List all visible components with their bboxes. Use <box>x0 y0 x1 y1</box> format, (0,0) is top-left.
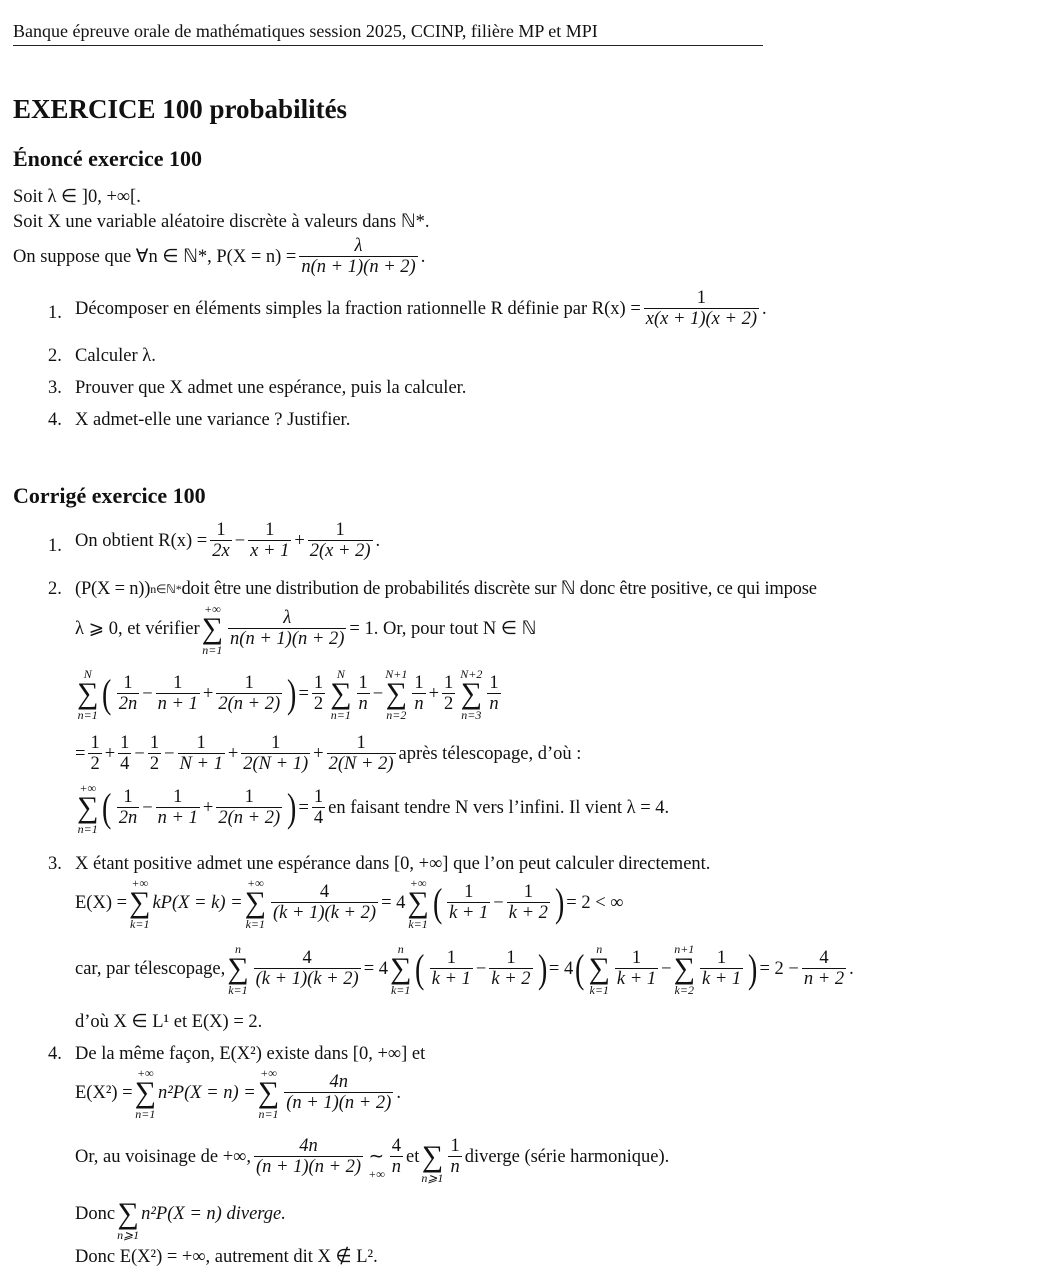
sum-symbol: N ∑ n=1 <box>77 667 99 722</box>
period: . <box>849 959 854 980</box>
equivalent-symbol <box>368 1134 385 1180</box>
text: n²P(X = n) = <box>157 1083 256 1104</box>
fraction <box>615 948 658 991</box>
fraction <box>117 673 140 716</box>
upper-limit: +∞ <box>136 1066 154 1080</box>
answer-2-line-4: = $\frac{1}{2}$ + $\frac{1}{4}$ − $\frac{1}{2}$ − $\frac{1}{N + 1}$ + $\frac{1}{2(N + 1)}$ + $\frac{1}{2(N + 2)}$ après télescopage, d’où : <box>75 733 582 775</box>
lower-limit: n=2 <box>386 707 407 722</box>
denominator: 4 <box>120 754 130 775</box>
lower-limit: n=1 <box>77 707 98 722</box>
fraction <box>254 948 361 991</box>
lower-limit: n=1 <box>258 1106 279 1121</box>
lower-limit: n=1 <box>202 642 223 657</box>
equiv-subscript: +∞ <box>368 1167 385 1182</box>
fraction <box>507 882 550 925</box>
left-paren: ( <box>575 946 585 992</box>
answer-4-conclusion: Donc E(X²) = +∞, autrement dit X ∉ L². <box>75 1247 378 1267</box>
fraction <box>271 882 378 925</box>
period: . <box>420 247 426 268</box>
numerator: 1 <box>696 288 707 308</box>
denominator: 2 <box>149 754 160 775</box>
numerator: 1 <box>173 786 183 807</box>
numerator: 4 <box>391 1135 402 1156</box>
text: Donc <box>75 1204 116 1225</box>
denominator: n + 1 <box>157 808 198 829</box>
numerator: 1 <box>631 947 642 968</box>
question-number: 1. <box>48 303 62 323</box>
enonce-line-1: Soit λ ∈ ]0, +∞[. <box>13 187 141 207</box>
numerator: 1 <box>313 786 324 807</box>
fraction <box>117 787 140 830</box>
fraction <box>216 673 282 716</box>
numerator: 1 <box>450 1135 460 1156</box>
denominator: x(x + 1)(x + 2) <box>645 309 758 330</box>
denominator: 2(N + 1) <box>243 754 309 775</box>
question-number: 2. <box>48 346 62 366</box>
denominator: 2 <box>90 754 100 775</box>
text: après télescopage, d’où : <box>398 744 582 765</box>
lower-limit: n=1 <box>77 821 98 836</box>
denominator: (n + 1)(n + 2) <box>286 1093 392 1114</box>
fraction <box>284 1072 393 1115</box>
fraction <box>447 882 490 925</box>
distribution: (P(X = n)) <box>75 579 151 599</box>
lower-limit: k=1 <box>228 982 248 997</box>
numerator: 1 <box>335 520 345 540</box>
enonce-line-3 <box>13 236 425 279</box>
denominator: 2(N + 2) <box>328 754 394 775</box>
fraction <box>88 733 101 776</box>
question-3: Prouver que X admet une espérance, puis la calculer. <box>75 378 467 398</box>
upper-limit: +∞ <box>260 1066 277 1080</box>
exercise-title: EXERCICE 100 probabilités <box>13 94 348 124</box>
fraction <box>802 948 846 991</box>
sum-symbol: n+1 ∑ k=2 <box>673 942 695 997</box>
upper-limit: n <box>596 942 603 956</box>
numerator: 1 <box>414 672 424 693</box>
upper-limit: N <box>83 667 92 681</box>
upper-limit: n <box>397 942 404 956</box>
sum-symbol: N+2 ∑ n=3 <box>460 667 483 722</box>
fraction <box>148 733 161 776</box>
answer-2-line-1 <box>75 578 817 600</box>
left-paren: ( <box>432 880 443 926</box>
numerator: 4 <box>319 881 330 902</box>
fraction <box>357 673 370 716</box>
fraction <box>312 787 325 830</box>
enonce-heading: Énoncé exercice 100 <box>13 146 202 171</box>
fraction <box>312 673 325 716</box>
numerator: 1 <box>444 672 454 693</box>
answer-1-text: On obtient R(x) = <box>75 531 208 552</box>
denominator: (k + 1)(k + 2) <box>273 903 377 924</box>
numerator: 1 <box>523 881 533 902</box>
text: = 1. Or, pour tout N ∈ ℕ <box>349 619 537 640</box>
numerator: 1 <box>123 672 133 693</box>
numerator: 1 <box>149 733 160 753</box>
numerator: 1 <box>173 672 183 693</box>
period: . <box>396 1083 401 1104</box>
text: = 2 < ∞ <box>566 893 624 914</box>
denominator: 2n <box>118 808 138 829</box>
text: car, par télescopage, <box>75 959 226 980</box>
numerator: 1 <box>120 733 130 753</box>
denominator: 4 <box>313 808 324 829</box>
denominator: (k + 1)(k + 2) <box>255 969 359 990</box>
lower-limit: n=1 <box>135 1106 156 1121</box>
upper-limit: +∞ <box>79 781 97 795</box>
answer-4-line-4 <box>75 1188 286 1241</box>
answer-2-line-3: N ∑ n=1 ( $\frac{1}{2n}$ − $\frac{1}{n + 1}$ + $\frac{1}{2(n + 2)}$ ) = $\frac{1}{2}$ N ∑ n=1 $\frac{1}{n}$ − N+1 ∑ n=2 $\frac{1}{n}$ + $\frac{1}{2}$ N+2 ∑ n=3 $\frac{1}{n}$ <box>77 667 499 722</box>
answer-4-line-2 <box>75 1067 401 1120</box>
left-paren: ( <box>102 671 112 717</box>
numerator: 1 <box>244 786 254 807</box>
question-number: 4. <box>48 410 62 430</box>
sum-symbol: +∞ ∑ k=1 <box>244 876 267 931</box>
denominator: k + 1 <box>449 903 489 924</box>
numerator: 1 <box>356 733 366 753</box>
fraction <box>487 673 500 716</box>
fraction <box>430 948 473 991</box>
answer-number: 1. <box>48 536 62 556</box>
fraction <box>390 1136 403 1179</box>
sum-symbol: +∞ ∑ k=1 <box>129 876 151 931</box>
numerator: 1 <box>716 947 727 968</box>
sum-symbol: N ∑ n=1 <box>330 667 352 722</box>
corrige-heading: Corrigé exercice 100 <box>13 483 206 508</box>
lower-limit: n=3 <box>461 707 482 722</box>
fraction <box>299 236 417 279</box>
lower-limit: k=1 <box>130 916 150 931</box>
question-1 <box>75 288 767 331</box>
fraction <box>412 673 425 716</box>
question-4: X admet-elle une variance ? Justifier. <box>75 410 351 430</box>
spacer <box>375 1134 378 1146</box>
numerator: 1 <box>244 672 254 693</box>
answer-2-line-5: +∞ ∑ n=1 ( $\frac{1}{2n}$ − $\frac{1}{n + 1}$ + $\frac{1}{2(n + 2)}$ ) = $\frac{1}{4}$ en faisant tendre N vers l’infini. Il vient λ = 4. <box>77 781 670 836</box>
answer-number: 4. <box>48 1044 62 1064</box>
numerator: 1 <box>313 672 324 693</box>
right-paren: ) <box>554 880 565 926</box>
numerator: 1 <box>216 520 226 540</box>
upper-limit: N+1 <box>385 667 408 681</box>
fraction <box>308 520 373 563</box>
fraction <box>644 288 759 331</box>
enonce-line-2: Soit X une variable aléatoire discrète à valeurs dans ℕ*. <box>13 212 430 232</box>
lower-limit: n=1 <box>330 707 351 722</box>
sum-symbol: ∑ n⩾1 <box>117 1188 139 1241</box>
period: . <box>375 531 381 552</box>
denominator: n <box>414 694 424 715</box>
fraction <box>118 733 131 776</box>
upper-limit: N+2 <box>460 667 483 681</box>
question-1-text: Décomposer en éléments simples la fraction rationnelle R définie par R(x) = <box>75 299 641 320</box>
denominator: 2n <box>118 694 138 715</box>
running-header: Banque épreuve orale de mathématiques session 2025, CCINP, filière MP et MPI <box>13 20 763 46</box>
answer-4-line-3 <box>75 1131 669 1184</box>
fraction <box>248 520 291 563</box>
upper-limit: n+1 <box>674 942 695 956</box>
fraction <box>327 733 396 776</box>
numerator: 1 <box>265 520 275 540</box>
sum-symbol: n ∑ k=1 <box>390 942 412 997</box>
answer-2-line-2 <box>75 603 536 656</box>
fraction <box>489 948 532 991</box>
answer-number: 2. <box>48 579 62 599</box>
fraction <box>700 948 743 991</box>
right-paren: ) <box>287 671 297 717</box>
numerator: 1 <box>446 947 456 968</box>
fraction <box>228 608 346 651</box>
answer-3-conclusion: d’où X ∈ L¹ et E(X) = 2. <box>75 1012 263 1032</box>
denominator: n(n + 1)(n + 2) <box>230 629 345 650</box>
answer-3-line-1: X étant positive admet une espérance dans [0, +∞] que l’on peut calculer directement. <box>75 854 711 874</box>
denominator: 2(n + 2) <box>218 808 281 829</box>
sum-symbol: +∞ ∑ k=1 <box>407 876 429 931</box>
sum-symbol: +∞ ∑ n=1 <box>134 1066 156 1121</box>
numerator: 1 <box>271 733 281 753</box>
denominator: x + 1 <box>250 541 290 562</box>
lower-limit: k=2 <box>674 982 694 997</box>
denominator: n <box>358 694 368 715</box>
numerator: 4n <box>299 1135 318 1156</box>
denominator: k + 1 <box>431 969 471 990</box>
numerator: 1 <box>123 786 133 807</box>
sum-symbol: n ∑ k=1 <box>588 942 610 997</box>
fraction <box>254 1136 363 1179</box>
text: en faisant tendre N vers l’infini. Il vient λ = 4. <box>328 798 670 819</box>
upper-limit: N <box>336 667 345 681</box>
numerator: 1 <box>196 733 206 753</box>
lower-limit: n⩾1 <box>117 1227 140 1242</box>
numerator: 1 <box>506 947 516 968</box>
question-2: Calculer λ. <box>75 346 156 366</box>
answer-number: 3. <box>48 854 62 874</box>
denominator: k + 2 <box>508 903 548 924</box>
lower-limit: k=1 <box>408 916 428 931</box>
lower-limit: k=1 <box>245 916 266 931</box>
sum-symbol: ∑ n⩾1 <box>421 1131 443 1184</box>
upper-limit: +∞ <box>131 876 149 890</box>
upper-limit: +∞ <box>246 876 264 890</box>
fraction <box>178 733 225 776</box>
answer-2-text: doit être une distribution de probabilités discrète sur ℕ donc être positive, ce qui impose <box>181 579 817 599</box>
numerator: 1 <box>489 672 499 693</box>
fraction <box>210 520 231 563</box>
text: kP(X = k) = <box>152 893 243 914</box>
period: . <box>762 299 767 320</box>
enonce-line-3-text: On suppose que ∀n ∈ ℕ*, P(X = n) = <box>13 247 297 268</box>
numerator: 4 <box>819 947 829 968</box>
denominator: (n + 1)(n + 2) <box>255 1157 362 1178</box>
numerator: 4 <box>302 947 312 968</box>
denominator: 2(n + 2) <box>218 694 281 715</box>
right-paren: ) <box>287 785 297 831</box>
denominator: 2x <box>212 541 230 562</box>
numerator: 1 <box>90 733 100 753</box>
denominator: k + 1 <box>701 969 742 990</box>
text: et <box>406 1147 420 1168</box>
left-paren: ( <box>415 946 425 992</box>
fraction <box>156 673 200 716</box>
sum-symbol: n ∑ k=1 <box>227 942 249 997</box>
denominator: n <box>391 1157 402 1178</box>
denominator: n + 1 <box>157 694 198 715</box>
lower-limit: k=1 <box>390 982 411 997</box>
numerator: 1 <box>464 881 474 902</box>
numerator: 1 <box>358 672 368 693</box>
subscript: n∈ℕ* <box>150 581 182 596</box>
text: Or, au voisinage de +∞, <box>75 1147 251 1168</box>
denominator: N + 1 <box>179 754 223 775</box>
fraction <box>216 787 282 830</box>
sum-symbol: +∞ ∑ n=1 <box>257 1066 280 1121</box>
sum-symbol: N+1 ∑ n=2 <box>385 667 408 722</box>
denominator: n(n + 1)(n + 2) <box>301 257 416 278</box>
numerator: λ <box>283 607 292 628</box>
denominator: n + 2 <box>803 969 845 990</box>
question-number: 3. <box>48 378 62 398</box>
fraction <box>448 1136 461 1179</box>
upper-limit: n <box>234 942 241 956</box>
denominator: n <box>450 1157 460 1178</box>
numerator: 4n <box>329 1071 348 1092</box>
right-paren: ) <box>748 946 758 992</box>
sum-symbol: +∞ ∑ n=1 <box>77 781 99 836</box>
text: E(X²) = <box>75 1083 133 1104</box>
denominator: 2(x + 2) <box>309 541 371 562</box>
fraction <box>156 787 200 830</box>
denominator: 2 <box>313 694 324 715</box>
left-paren: ( <box>102 785 112 831</box>
denominator: 2 <box>444 694 454 715</box>
tilde: ∼ <box>368 1147 385 1168</box>
lower-limit: n⩾1 <box>421 1170 444 1185</box>
answer-4-line-1: De la même façon, E(X²) existe dans [0, +∞] et <box>75 1044 426 1064</box>
text: n²P(X = n) diverge. <box>141 1204 286 1225</box>
denominator: k + 2 <box>491 969 531 990</box>
text: E(X) = <box>75 893 128 914</box>
numerator: λ <box>354 236 363 256</box>
text: diverge (série harmonique). <box>464 1147 670 1168</box>
sum-symbol: +∞ ∑ n=1 <box>201 602 224 657</box>
answer-1: On obtient R(x) = $\frac{1}{2x}$ − $\frac{1}{x + 1}$ + $\frac{1}{2(x + 2)}$ . <box>75 520 381 562</box>
upper-limit: +∞ <box>204 602 221 616</box>
upper-limit: +∞ <box>409 876 427 890</box>
lower-limit: k=1 <box>589 982 609 997</box>
right-paren: ) <box>537 946 547 992</box>
denominator: n <box>489 694 499 715</box>
text: λ ⩾ 0, et vérifier <box>75 619 200 640</box>
answer-3-line-2: E(X) = +∞ ∑ k=1 kP(X = k) = +∞ ∑ k=1 $\frac{4}{(k + 1)(k + 2)}$ = 4 +∞ ∑ k=1 ( $\frac{1}{k + 1}$ − $\frac{1}{k + 2}$ ) = 2 < ∞ <box>75 876 624 931</box>
fraction <box>442 673 455 716</box>
fraction <box>241 733 310 776</box>
answer-3-line-3: car, par télescopage, n ∑ k=1 $\frac{4}{(k + 1)(k + 2)}$ = 4 n ∑ k=1 ( $\frac{1}{k + 1}$ − $\frac{1}{k + 2}$ ) = 4 ( n ∑ k=1 $\frac{1}{k + 1}$ − n+1 ∑ k=2 $\frac{1}{k + 1}$ ) = 2 − $\frac{4}{n + 2}$ . <box>75 942 854 997</box>
denominator: k + 1 <box>616 969 657 990</box>
